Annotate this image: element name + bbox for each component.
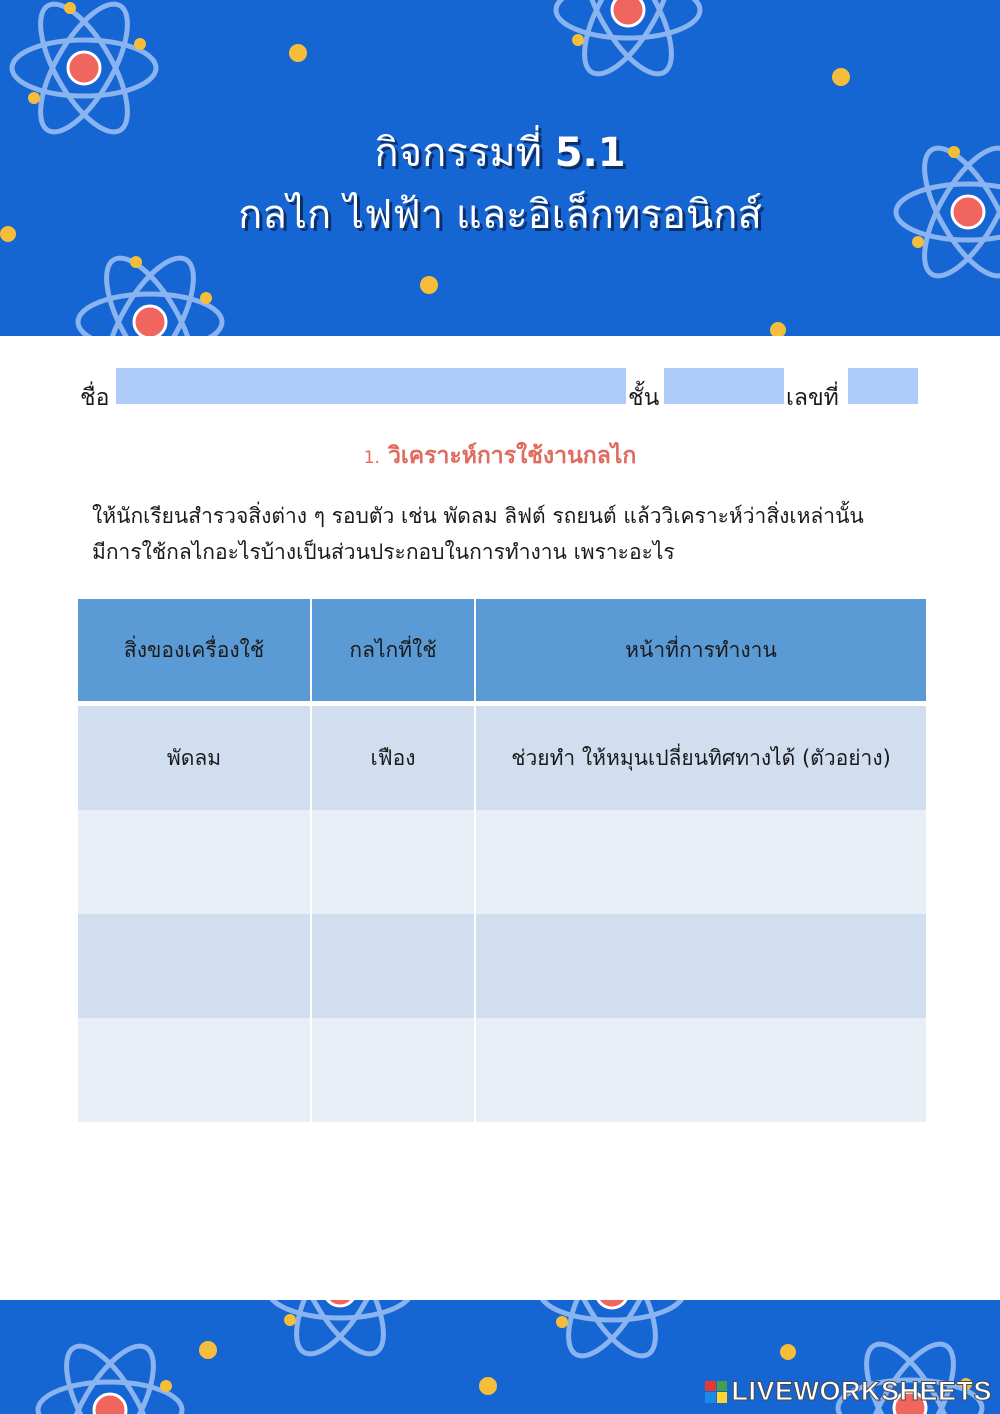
- cell-item: พัดลม: [78, 704, 311, 811]
- cell-mechanism: เฟือง: [311, 704, 475, 811]
- activity-title: กิจกรรมที่ 5.1: [374, 130, 626, 176]
- cell-function[interactable]: [475, 914, 926, 1018]
- cell-item[interactable]: [78, 1018, 311, 1122]
- cell-item[interactable]: [78, 914, 311, 1018]
- instruction-line-2: มีการใช้กลไกอะไรบ้างเป็นส่วนประกอบในการทำงาน เพราะอะไร: [92, 540, 675, 564]
- liveworksheets-logo-icon: [705, 1381, 727, 1403]
- instruction-line-1: ให้นักเรียนสำรวจสิ่งต่าง ๆ รอบตัว เช่น พัดลม ลิฟต์ รถยนต์ แล้ววิเคราะห์ว่าสิ่งเหล่านั้น: [92, 504, 864, 528]
- atom-icon: [540, 1300, 684, 1368]
- table-row: [78, 1018, 926, 1122]
- atom-icon: [38, 1334, 182, 1414]
- class-label: ชั้น: [628, 385, 660, 411]
- header-banner: [0, 0, 1000, 336]
- cell-function: ช่วยทำ ให้หมุนเปลี่ยนทิศทางได้ (ตัวอย่าง): [475, 704, 926, 811]
- cell-mechanism[interactable]: [311, 810, 475, 914]
- atom-icon: [78, 246, 222, 336]
- brand-name: LIVEWORKSHEETS: [731, 1376, 992, 1406]
- cell-mechanism[interactable]: [311, 1018, 475, 1122]
- cell-function[interactable]: [475, 1018, 926, 1122]
- activity-subtitle: กลไก ไฟฟ้า และอิเล็กทรอนิกส์: [238, 192, 762, 238]
- cell-function[interactable]: [475, 810, 926, 914]
- name-label: ชื่อ: [80, 385, 110, 411]
- cell-item[interactable]: [78, 810, 311, 914]
- table-row: [78, 810, 926, 914]
- name-input[interactable]: [116, 368, 626, 404]
- liveworksheets-brand: [705, 1376, 992, 1407]
- table-row: [78, 704, 926, 811]
- analysis-table: [78, 599, 926, 1122]
- section-heading: 1. วิเคราะห์การใช้งานกลไก: [363, 443, 637, 469]
- header-mechanism: กลไกที่ใช้: [311, 599, 475, 704]
- number-label: เลขที่: [786, 385, 839, 411]
- number-input[interactable]: [848, 368, 918, 404]
- header-item: สิ่งของเครื่องใช้: [78, 599, 311, 704]
- atom-icon: [556, 0, 700, 86]
- header-function: หน้าที่การทำงาน: [475, 599, 926, 704]
- cell-mechanism[interactable]: [311, 914, 475, 1018]
- table-header-row: [78, 599, 926, 704]
- table-row: [78, 914, 926, 1018]
- class-input[interactable]: [664, 368, 784, 404]
- atom-icon: [268, 1300, 412, 1366]
